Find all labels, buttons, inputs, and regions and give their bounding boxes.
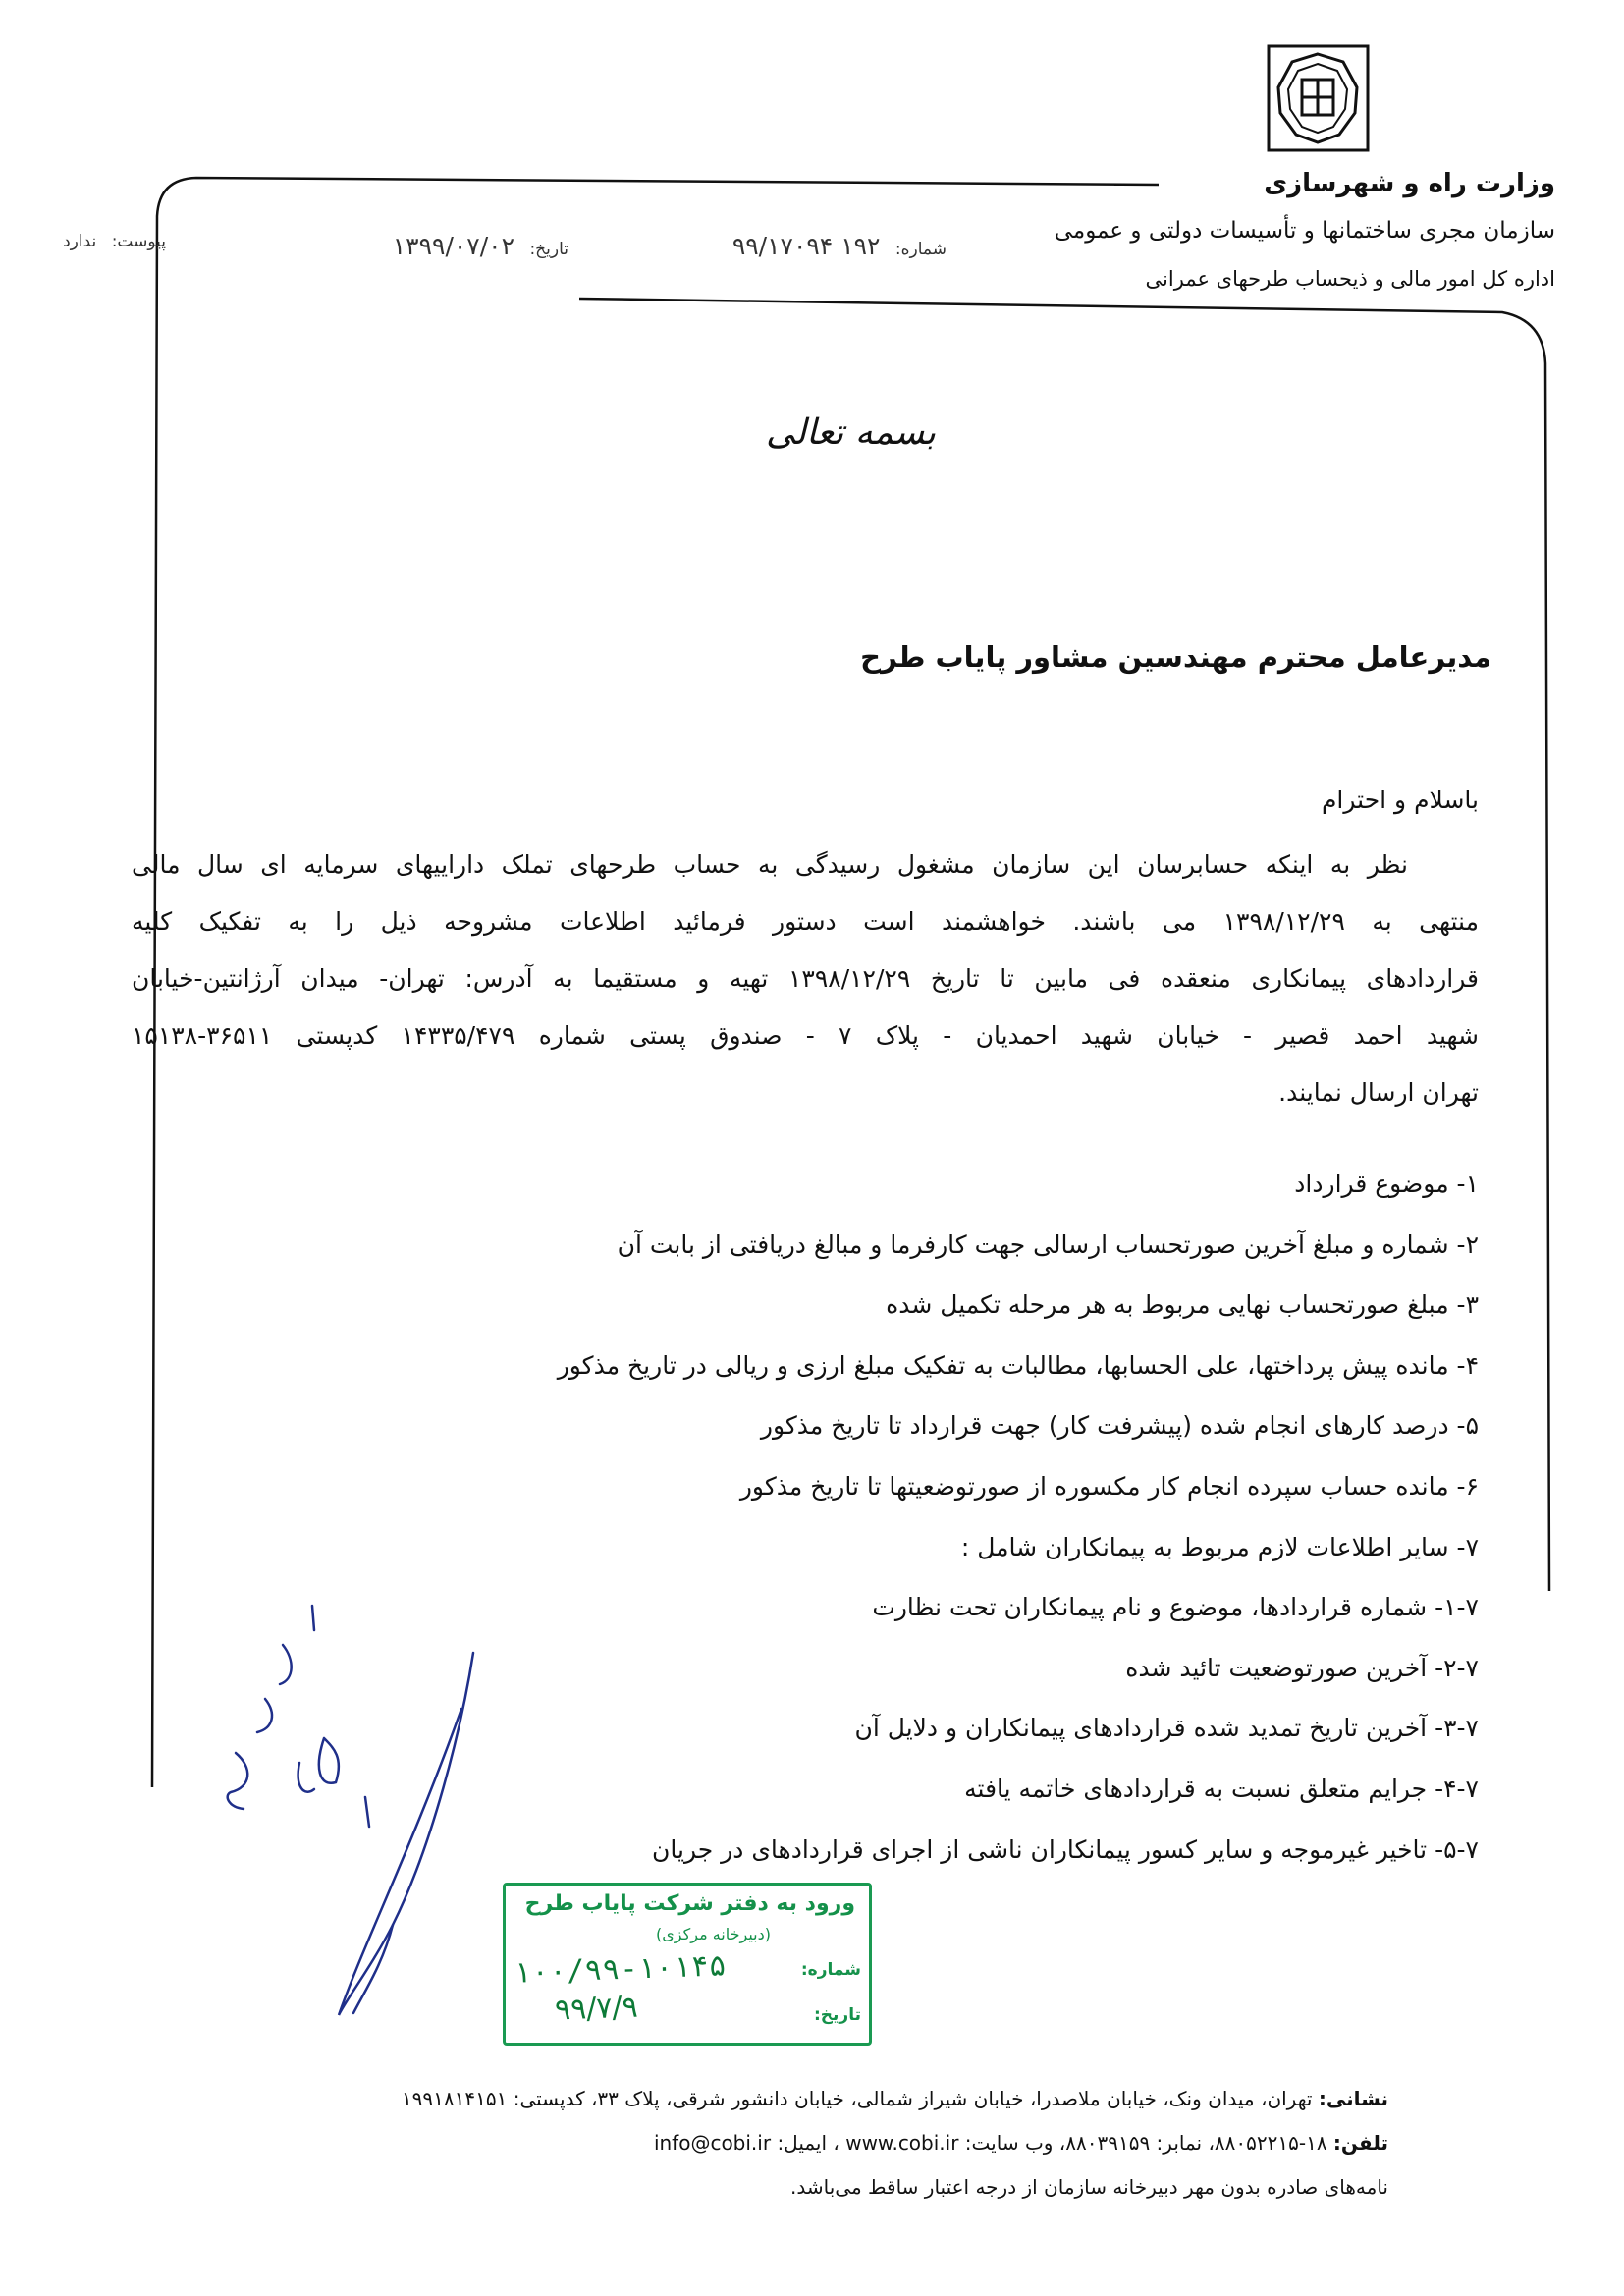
department-name: اداره کل امور مالی و ذیحساب طرحهای عمرانی: [1145, 267, 1555, 291]
list-item: ۳-۷- آخرین تاریخ تمدید شده قراردادهای پیمانکاران و دلایل آن: [854, 1714, 1479, 1743]
organization-name: سازمان مجری ساختمانها و تأسیسات دولتی و عمومی: [1054, 218, 1555, 244]
stamp-date-value: ۹۹/۷/۹: [554, 1990, 639, 2028]
list-item: ۳- مبلغ صورتحساب نهایی مربوط به هر مرحله تکمیل شده: [886, 1290, 1479, 1320]
letter-number-label: شماره:: [894, 240, 947, 259]
footer-email-label: ، ایمیل:: [777, 2131, 839, 2155]
list-item: ۷- سایر اطلاعات لازم مربوط به پیمانکاران شامل :: [960, 1532, 1479, 1561]
bismillah: بسمه تعالی: [766, 412, 937, 453]
letter-date-value: ۱۳۹۹/۰۷/۰۲: [392, 232, 515, 260]
footer-notice: نامه‌های صادره بدون مهر دبیرخانه سازمان از درجه اعتبار ساقط می‌باشد.: [790, 2175, 1388, 2199]
footer-phone-value: ۱۸-۸۸۰۵۲۲۱۵، نمابر: ۸۸۰۳۹۱۵۹، وب سایت:: [964, 2131, 1327, 2155]
list-item: ۶- مانده حساب سپرده انجام کار مکسوره از صورتوضعیتها تا تاریخ مذکور: [739, 1471, 1479, 1501]
list-item: ۱- موضوع قرارداد: [1294, 1170, 1479, 1198]
letter-number-value: ۱۹۲ ۹۹/۱۷۰۹۴: [731, 232, 881, 260]
footer-phone-label: تلفن:: [1332, 2131, 1388, 2155]
stamp-title: ورود به دفتر شرکت پایاب طرح: [524, 1891, 855, 1916]
footer-website-link[interactable]: www.cobi.ir: [845, 2131, 959, 2155]
stamp-subtitle: (دبیرخانه مرکزی): [656, 1925, 771, 1943]
body-line: نظر به اینکه حسابرسان این سازمان مشغول رسیدگی به حساب طرحهای تملک داراییهای سرمایه ای سال مالی: [132, 850, 1408, 879]
stamp-date-label: تاریخ:: [814, 2005, 861, 2025]
recipient-line: مدیرعامل محترم مهندسین مشاور پایاب طرح: [860, 640, 1491, 674]
list-item: ۵-۷- تاخیر غیرموجه و سایر کسور پیمانکاران ناشی از اجرای قراردادهای در جریان: [652, 1834, 1479, 1864]
body-line: تهران ارسال نمایند.: [1278, 1078, 1479, 1107]
letter-date-label: تاریخ:: [529, 240, 568, 259]
list-item: ۴-۷- جرایم متعلق نسبت به قراردادهای خاتمه یافته: [964, 1774, 1479, 1803]
letter-attachment-label: پیوست:: [111, 232, 166, 251]
footer-address: [402, 2087, 1388, 2110]
list-item: ۲-۷- آخرین صورتوضعیت تائید شده: [1125, 1653, 1479, 1682]
registration-stamp: [503, 1883, 872, 2046]
body-line: شهید احمد قصیر - خیابان شهید احمدیان - پلاک ۷ - صندوق پستی شماره ۱۴۳۳۵/۴۷۹ کدپستی ۳۶۵۱۱-۱۵۱۳۸: [132, 1021, 1479, 1050]
footer-email-link[interactable]: info@cobi.ir: [653, 2131, 772, 2155]
list-item: ۴- مانده پیش پرداختها، علی الحسابها، مطالبات به تفکیک مبلغ ارزی و ریالی در تاریخ مذکور: [557, 1350, 1479, 1380]
list-item: ۱-۷- شماره قراردادها، موضوع و نام پیمانکاران تحت نظارت: [872, 1593, 1479, 1622]
stamp-number-value: ۱۰۰/۹۹-۱۰۱۴۵: [513, 1948, 728, 1991]
salutation: باسلام و احترام: [1321, 786, 1479, 814]
body-line: منتهی به ۱۳۹۸/۱۲/۲۹ می باشند. خواهشمند است دستور فرمائید اطلاعات مشروحه ذیل را به تفکیک کلیه: [132, 907, 1479, 936]
footer-contact: [654, 2131, 1388, 2155]
list-item: ۵- درصد کارهای انجام شده (پیشرفت کار) جهت قرارداد تا تاریخ مذکور: [760, 1411, 1479, 1441]
list-item: ۲- شماره و مبلغ آخرین صورتحساب ارسالی جهت کارفرما و مبالغ دریافتی از بابت آن: [617, 1230, 1479, 1259]
stamp-number-label: شماره:: [800, 1960, 861, 1980]
ministry-name: وزارت راه و شهرسازی: [1264, 169, 1555, 198]
body-line: قراردادهای پیمانکاری منعقده فی مابین تا تاریخ ۱۳۹۸/۱۲/۲۹ تهیه و مستقیما به آدرس: تهران- میدان آرژانتین-خیابان: [132, 964, 1479, 993]
footer-address-label: نشانی:: [1318, 2087, 1388, 2110]
letter-attachment-value: ندارد: [63, 232, 97, 251]
footer-address-value: تهران، میدان ونک، خیابان ملاصدرا، خیابان شیراز شمالی، خیابان دانشور شرقی، پلاک ۳۳، کدپستی: ۱۹۹۱۸۱۴۱۵۱: [401, 2087, 1313, 2110]
